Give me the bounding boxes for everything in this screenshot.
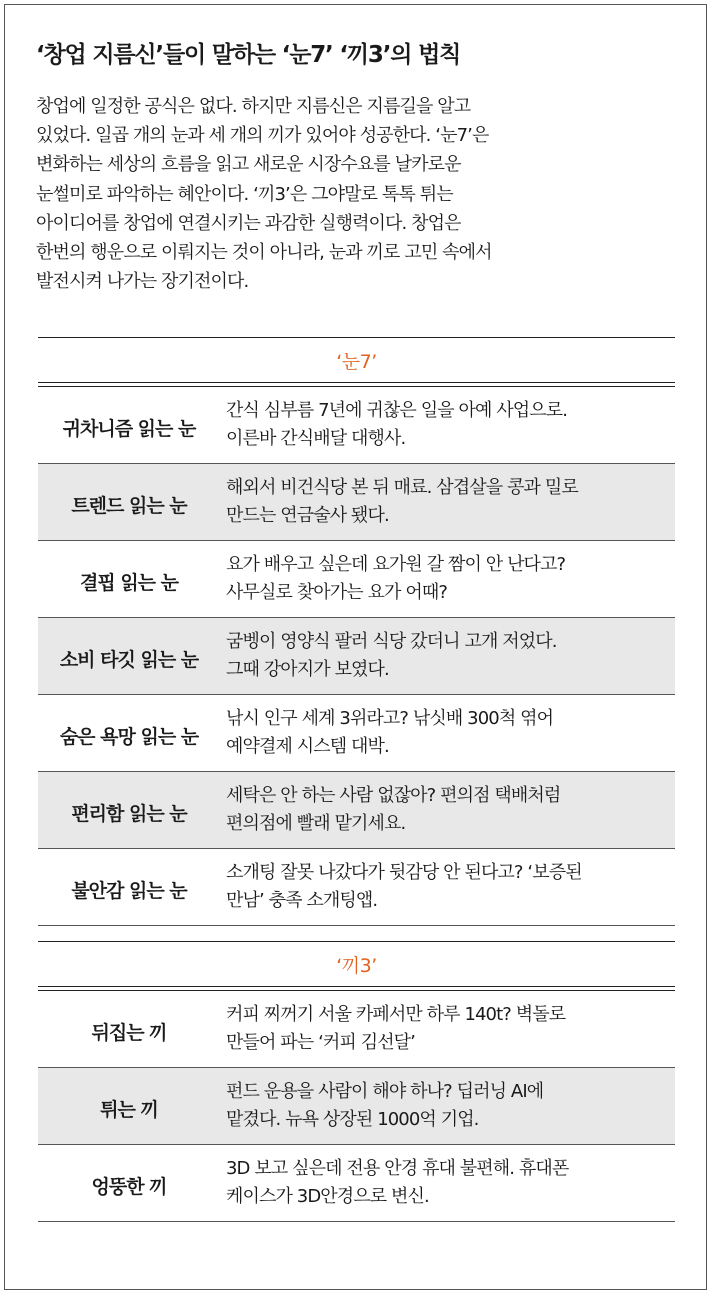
intro-line: 있었다. 일곱 개의 눈과 세 개의 끼가 있어야 성공한다. ‘눈7’은 [36,125,489,147]
row-description [220,551,565,607]
desc-line: 펀드 운용을 사람이 해야 하나? 딥러닝 AI에 [226,1081,544,1102]
desc-line: 요가 배우고 싶은데 요가원 갈 짬이 안 난다고? [226,554,566,575]
row-label: 귀차니즘 읽는 눈 [62,417,196,440]
desc-line: 소개팅 잘못 나갔다가 뒷감당 안 된다고? ‘보증된 [226,862,582,883]
row-label: 소비 타깃 읽는 눈 [59,648,199,671]
desc-line: 커피 찌꺼기 서울 카페서만 하루 140t? 벽돌로 [226,1004,566,1025]
table-row [38,387,675,464]
eyes-section [38,337,675,926]
intro-paragraph [36,92,656,296]
row-label: 뒤집는 끼 [91,1021,167,1044]
row-label: 결핍 읽는 눈 [80,571,178,594]
row-label: 편리함 읽는 눈 [71,802,187,825]
desc-line: 예약결제 시스템 대박. [226,736,389,757]
desc-line: 낚시 인구 세계 3위라고? 낚싯배 300척 엮어 [226,708,554,729]
row-label: 엉뚱한 끼 [91,1175,167,1198]
intro-line: 눈썰미로 파악하는 혜안이다. ‘끼3’은 그야말로 톡톡 튀는 [36,183,453,205]
row-description [220,397,567,453]
row-description [220,859,582,915]
row-description [220,628,557,684]
row-description [220,474,578,530]
desc-line: 만남’ 충족 소개팅앱. [226,890,378,911]
eyes-heading: ‘눈7’ [38,337,675,382]
row-label: 불안감 읽는 눈 [71,879,187,902]
row-description [220,1001,565,1057]
row-description [220,1155,568,1211]
desc-line: 맡겼다. 뉴욕 상장된 1000억 기업. [226,1109,479,1130]
desc-line: 그때 강아지가 보였다. [226,659,389,680]
row-label: 숨은 욕망 읽는 눈 [59,725,199,748]
desc-line: 케이스가 3D안경으로 변신. [226,1186,429,1207]
desc-line: 만드는 연금술사 됐다. [226,505,389,526]
intro-line: 변화하는 세상의 흐름을 읽고 새로운 시장수요를 날카로운 [36,154,461,176]
row-label: 튀는 끼 [100,1098,158,1121]
intro-line: 아이디어를 창업에 연결시키는 과감한 실행력이다. 창업은 [36,212,461,234]
desc-line: 해외서 비건식당 본 뒤 매료. 삼겹살을 콩과 밀로 [226,477,578,498]
desc-line: 사무실로 찾아가는 요가 어때? [226,582,447,603]
desc-line: 굼벵이 영양식 팔러 식당 갔더니 고개 저었다. [226,631,557,652]
table-row [38,464,675,541]
table-row [38,695,675,772]
table-row [38,541,675,618]
table-row [38,1145,675,1222]
talents-section [38,941,675,1222]
desc-line: 이른바 간식배달 대행사. [226,428,406,449]
row-description [220,782,560,838]
table-row [38,772,675,849]
row-description [220,705,553,761]
desc-line: 세탁은 안 하는 사람 없잖아? 편의점 택배처럼 [226,785,561,806]
row-description [220,1078,543,1134]
table-row [38,618,675,695]
table-row [38,849,675,926]
desc-line: 만들어 파는 ‘커피 김선달’ [226,1032,415,1053]
desc-line: 3D 보고 싶은데 전용 안경 휴대 불편해. 휴대폰 [226,1158,569,1179]
desc-line: 간식 심부름 7년에 귀찮은 일을 아예 사업으로. [226,400,568,421]
desc-line: 편의점에 빨래 맡기세요. [226,813,406,834]
intro-line: 한번의 행운으로 이뤄지는 것이 아니라, 눈과 끼로 고민 속에서 [36,242,492,264]
intro-line: 창업에 일정한 공식은 없다. 하지만 지름신은 지름길을 알고 [36,96,471,117]
intro-line: 발전시켜 나가는 장기전이다. [36,271,249,293]
row-label: 트렌드 읽는 눈 [71,494,187,517]
table-row [38,1068,675,1145]
article-title: ‘창업 지름신’들이 말하는 ‘눈7’ ‘끼3’의 법칙 [36,42,461,68]
table-row [38,991,675,1068]
talents-heading: ‘끼3’ [38,941,675,986]
